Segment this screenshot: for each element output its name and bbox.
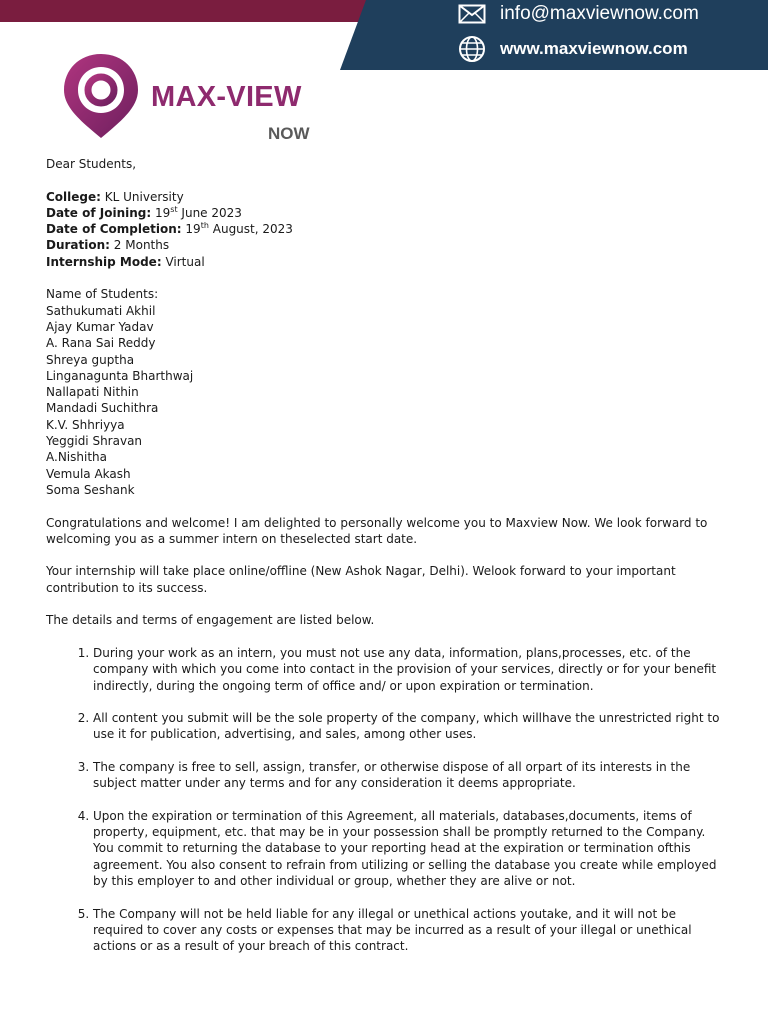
terms-list bbox=[46, 645, 726, 955]
joining-rest: June 2023 bbox=[181, 205, 242, 220]
header-email-row bbox=[456, 1, 699, 27]
student-name: Vemula Akash bbox=[46, 466, 131, 481]
mode-label: Internship Mode: bbox=[46, 254, 162, 269]
college-line bbox=[46, 189, 726, 205]
student-name: A. Rana Sai Reddy bbox=[46, 336, 156, 351]
student-name: A.Nishitha bbox=[46, 450, 107, 465]
joining-suffix: st bbox=[170, 204, 178, 214]
completion-line bbox=[46, 221, 726, 237]
greeting: Dear Students, bbox=[46, 157, 137, 171]
header-website[interactable]: www.maxviewnow.com bbox=[500, 39, 688, 58]
student-name: Soma Seshank bbox=[46, 482, 135, 497]
envelope-icon bbox=[456, 1, 488, 27]
student-name: Ajay Kumar Yadav bbox=[46, 319, 154, 334]
college-value: KL University bbox=[104, 189, 184, 204]
location-paragraph: Your internship will take place online/offline (New Ashok Nagar, Delhi). Welook forward to your important contribution to its success. bbox=[46, 564, 676, 595]
completion-label: Date of Completion: bbox=[46, 222, 182, 237]
mode-value: Virtual bbox=[165, 254, 205, 269]
student-name: K.V. Shhriyya bbox=[46, 417, 125, 432]
completion-suffix: th bbox=[200, 221, 209, 231]
globe-icon bbox=[456, 36, 488, 62]
mode-line bbox=[46, 254, 726, 270]
student-name: Linganagunta Bharthwaj bbox=[46, 368, 194, 383]
term-item: 4. Upon the expiration or termination of this Agreement, all materials, databases,documents, items of property, equipment, etc. that may be in your possession shall be promptly returned to the Company. You commit to returning the database to your reporting head at the expiration or termination ofthis agreement. You also consent to refrain from utilizing or selling the database you create while employed by this employer to and other individual or group, whether they are alive or not. bbox=[93, 808, 726, 889]
header-website-row bbox=[456, 35, 688, 63]
student-name: Shreya guptha bbox=[46, 352, 135, 367]
students-heading: Name of Students: bbox=[46, 287, 159, 302]
joining-line bbox=[46, 205, 726, 221]
duration-line bbox=[46, 237, 726, 253]
completion-day: 19 bbox=[185, 222, 201, 237]
student-name: Sathukumati Akhil bbox=[46, 303, 156, 318]
student-name: Nallapati Nithin bbox=[46, 385, 139, 400]
logo-subtitle: NOW bbox=[268, 124, 310, 143]
duration-value: 2 Months bbox=[113, 238, 170, 253]
student-name: Yeggidi Shravan bbox=[46, 434, 143, 449]
duration-label: Duration: bbox=[46, 238, 110, 253]
college-label: College: bbox=[46, 189, 101, 204]
welcome-paragraph: Congratulations and welcome! I am delighted to personally welcome you to Maxview Now. We look forward to welcoming you as a summer intern on theselected start date. bbox=[46, 515, 708, 546]
student-name: Mandadi Suchithra bbox=[46, 401, 159, 416]
location-pin-logo-icon bbox=[60, 50, 142, 140]
logo-name: MAX-VIEW bbox=[151, 81, 302, 113]
letter-body bbox=[46, 156, 726, 971]
completion-rest: August, 2023 bbox=[212, 222, 293, 237]
header-email[interactable]: info@maxviewnow.com bbox=[500, 3, 699, 24]
joining-label: Date of Joining: bbox=[46, 205, 152, 220]
term-item: 2. All content you submit will be the sole property of the company, which willhave the unrestricted right to use it for publication, advertising, and sales, among other uses. bbox=[93, 710, 726, 743]
company-logo bbox=[60, 50, 340, 145]
term-item: 1. During your work as an intern, you must not use any data, information, plans,processes, etc. of the company with which you come into contact in the provision of your services, directly or for your benefit indirectly, during the ongoing term of office and/ or upon expiration or termination. bbox=[93, 645, 726, 694]
term-item: 3. The company is free to sell, assign, transfer, or otherwise dispose of all orpart of its interests in the subject matter under any terms and for any consideration it deems appropriate. bbox=[93, 759, 726, 792]
joining-day: 19 bbox=[155, 205, 171, 220]
term-item: 5. The Company will not be held liable for any illegal or unethical actions youtake, and it will not be required to cover any costs or expenses that may be incurred as a result of your illegal or unethical actions or as a result of your breach of this contract. bbox=[93, 906, 726, 955]
terms-intro: The details and terms of engagement are listed below. bbox=[46, 613, 375, 628]
